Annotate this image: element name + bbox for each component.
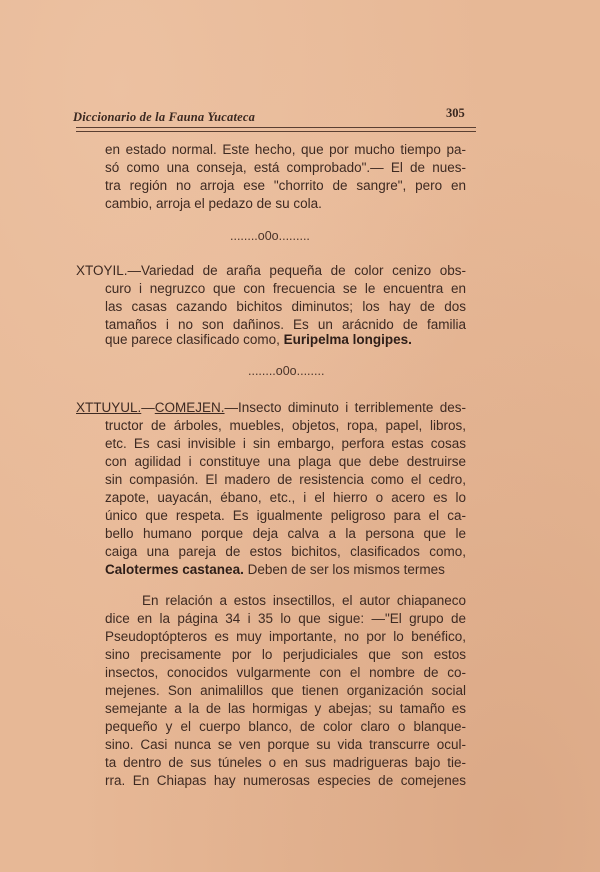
entry-line: caiga una pareja de estos bichitos, clasificados como, xyxy=(105,544,466,559)
section-separator: ........o0o........ xyxy=(248,364,325,378)
paragraph-line: ta dentro de sus túneles o en sus madrigueras bajo tie- xyxy=(105,755,466,770)
paragraph-line: sino precisamente por lo perjudiciales que son estos xyxy=(105,647,466,662)
entry-line: tructor de árboles, muebles, objetos, ropa, papel, libros, xyxy=(105,418,466,433)
continuation-line: só como una conseja, está comprobado".— El de nues- xyxy=(105,160,466,175)
entry-line: único que respeta. Es igualmente peligroso para el ca- xyxy=(105,508,466,523)
continuation-line: tra región no arroja ese "chorrito de sangre", pero en xyxy=(105,178,466,193)
section-separator: ........o0o......... xyxy=(230,229,310,243)
entry-line: etc. Es casi invisible i sin embargo, perfora estas cosas xyxy=(105,436,466,451)
paragraph-line: sino. Casi nunca se ven porque su vida transcurre ocul- xyxy=(105,737,466,752)
entry-line: con agilidad i constituye una plaga que debe destruirse xyxy=(105,454,466,469)
paragraph-line: Pseudoptópteros es muy importante, no por lo benéfico, xyxy=(105,629,466,644)
entry-line-last xyxy=(105,331,412,349)
page-number: 305 xyxy=(446,106,465,120)
paragraph-line: mejenes. Son animalillos que tienen organización social xyxy=(105,683,466,698)
entry-line: bello humano porque deja calva a la persona que le xyxy=(105,526,466,541)
header-rule-top xyxy=(76,127,476,128)
entry-xtoyil-first-line xyxy=(76,262,466,280)
species-name: Euripelma longipes. xyxy=(283,332,412,347)
species-name: Calotermes castanea. xyxy=(105,562,244,577)
entry-text: —Variedad de araña pequeña de color cenizo obs- xyxy=(127,263,466,278)
paragraph-line: En relación a estos insectillos, el autor chiapaneco xyxy=(142,593,466,608)
continuation-line: en estado normal. Este hecho, que por mucho tiempo pa- xyxy=(105,142,466,157)
entry-text: que parece clasificado como, xyxy=(105,332,280,347)
paragraph-line: pequeño y el cuerpo blanco, de color claro o blanque- xyxy=(105,719,466,734)
entry-line: zapote, uayacán, ébano, etc., i el hierro o acero es lo xyxy=(105,490,466,505)
paragraph-line: dice en la página 34 i 35 lo que sigue: —"El grupo de xyxy=(105,611,466,626)
entry-text: —Insecto diminuto i terriblemente des- xyxy=(224,400,466,415)
entry-line: curo i negruzco que con frecuencia se le encuentra en xyxy=(105,281,466,296)
paragraph-line: insectos, conocidos vulgarmente con el nombre de co- xyxy=(105,665,466,680)
entry-line: tamaños i no son dañinos. Es un arácnido de familia xyxy=(105,317,466,332)
running-header-title: Diccionario de la Fauna Yucateca xyxy=(73,110,256,124)
header-rule-bottom xyxy=(76,131,476,132)
entry-line: sin compasión. El madero de resistencia como el cedro, xyxy=(105,472,466,487)
entry-xttuyul-first-line xyxy=(76,399,466,417)
dash: — xyxy=(141,400,155,415)
entry-line: las casas cazando bichitos diminutos; los hay de dos xyxy=(105,299,466,314)
entry-line-last xyxy=(105,561,445,579)
headword-xttuyul: XTTUYUL. xyxy=(76,400,142,415)
headword-xtoyil: XTOYIL. xyxy=(76,263,128,278)
paragraph-line: semejante a la de las hormigas y abejas; su tamaño es xyxy=(105,701,466,716)
continuation-line: cambio, arroja el pedazo de su cola. xyxy=(105,196,322,211)
synonym-comejen: COMEJEN. xyxy=(154,400,225,415)
entry-text: Deben de ser los mismos termes xyxy=(247,562,445,577)
paragraph-line: rra. En Chiapas hay numerosas especies de comejenes xyxy=(105,773,466,788)
